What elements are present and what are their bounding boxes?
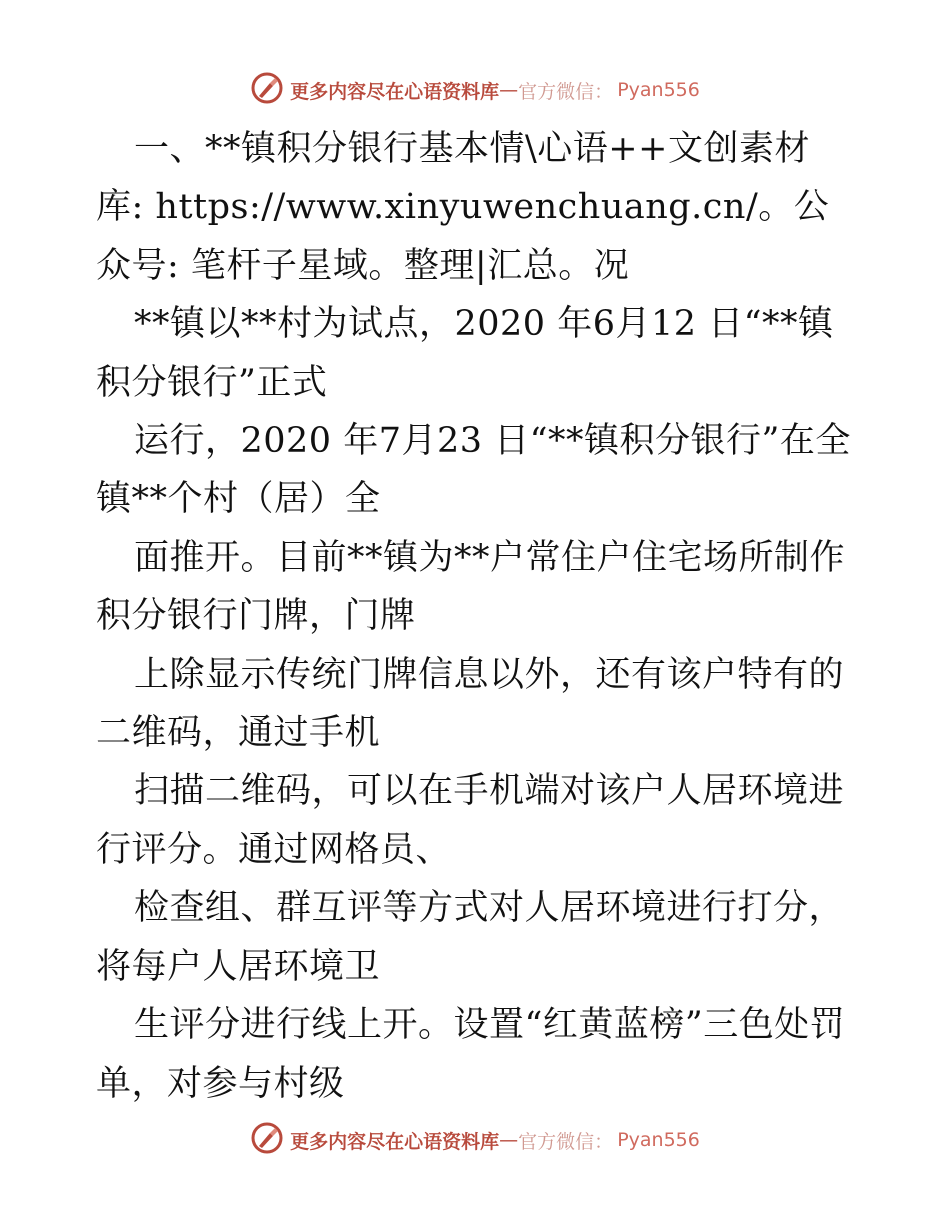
watermark-dash: — — [499, 1129, 519, 1151]
paragraph: 一、**镇积分银行基本情\心语++文创素材库: https://www.xinyuwenchuang.cn/。公众号: 笔杆子星域。整理|汇总。况 — [96, 129, 830, 286]
paragraph: 生评分进行线上开。设置“红黄蓝榜”三色处罚单，对参与村级 — [96, 1005, 846, 1104]
watermark-wechat-id: Pyan556 — [617, 1129, 700, 1151]
watermark-main-text: 更多内容尽在心语资料库 — [290, 1130, 500, 1153]
header-watermark — [0, 70, 950, 110]
paragraph: 上除显示传统门牌信息以外，还有该户特有的二维码，通过手机 — [96, 654, 845, 754]
watermark-main-text: 更多内容尽在心语资料库 — [290, 80, 500, 103]
watermark-wechat-label: 官方微信： — [518, 80, 614, 103]
paragraph: 运行，2020 年7月23 日“**镇积分银行”在全镇**个村（居）全 — [96, 421, 851, 520]
footer-watermark — [0, 1120, 950, 1160]
document-body — [96, 120, 856, 1113]
watermark-dash: — — [499, 79, 519, 101]
paragraph: 扫描二维码，可以在手机端对该户人居环境进行评分。通过网格员、 — [96, 771, 845, 870]
watermark-wechat-id: Pyan556 — [617, 79, 700, 101]
paragraph: 检查组、群互评等方式对人居环境进行打分，将每户人居环境卫 — [96, 888, 845, 987]
paragraph: 面推开。目前**镇为**户常住户住宅场所制作积分银行门牌，门牌 — [96, 537, 846, 637]
pen-logo-icon — [250, 71, 284, 110]
paragraph: **镇以**村为试点，2020 年6月12 日“**镇积分银行”正式 — [96, 304, 834, 403]
pen-logo-icon — [250, 1121, 284, 1160]
watermark-wechat-label: 官方微信： — [518, 1130, 614, 1153]
